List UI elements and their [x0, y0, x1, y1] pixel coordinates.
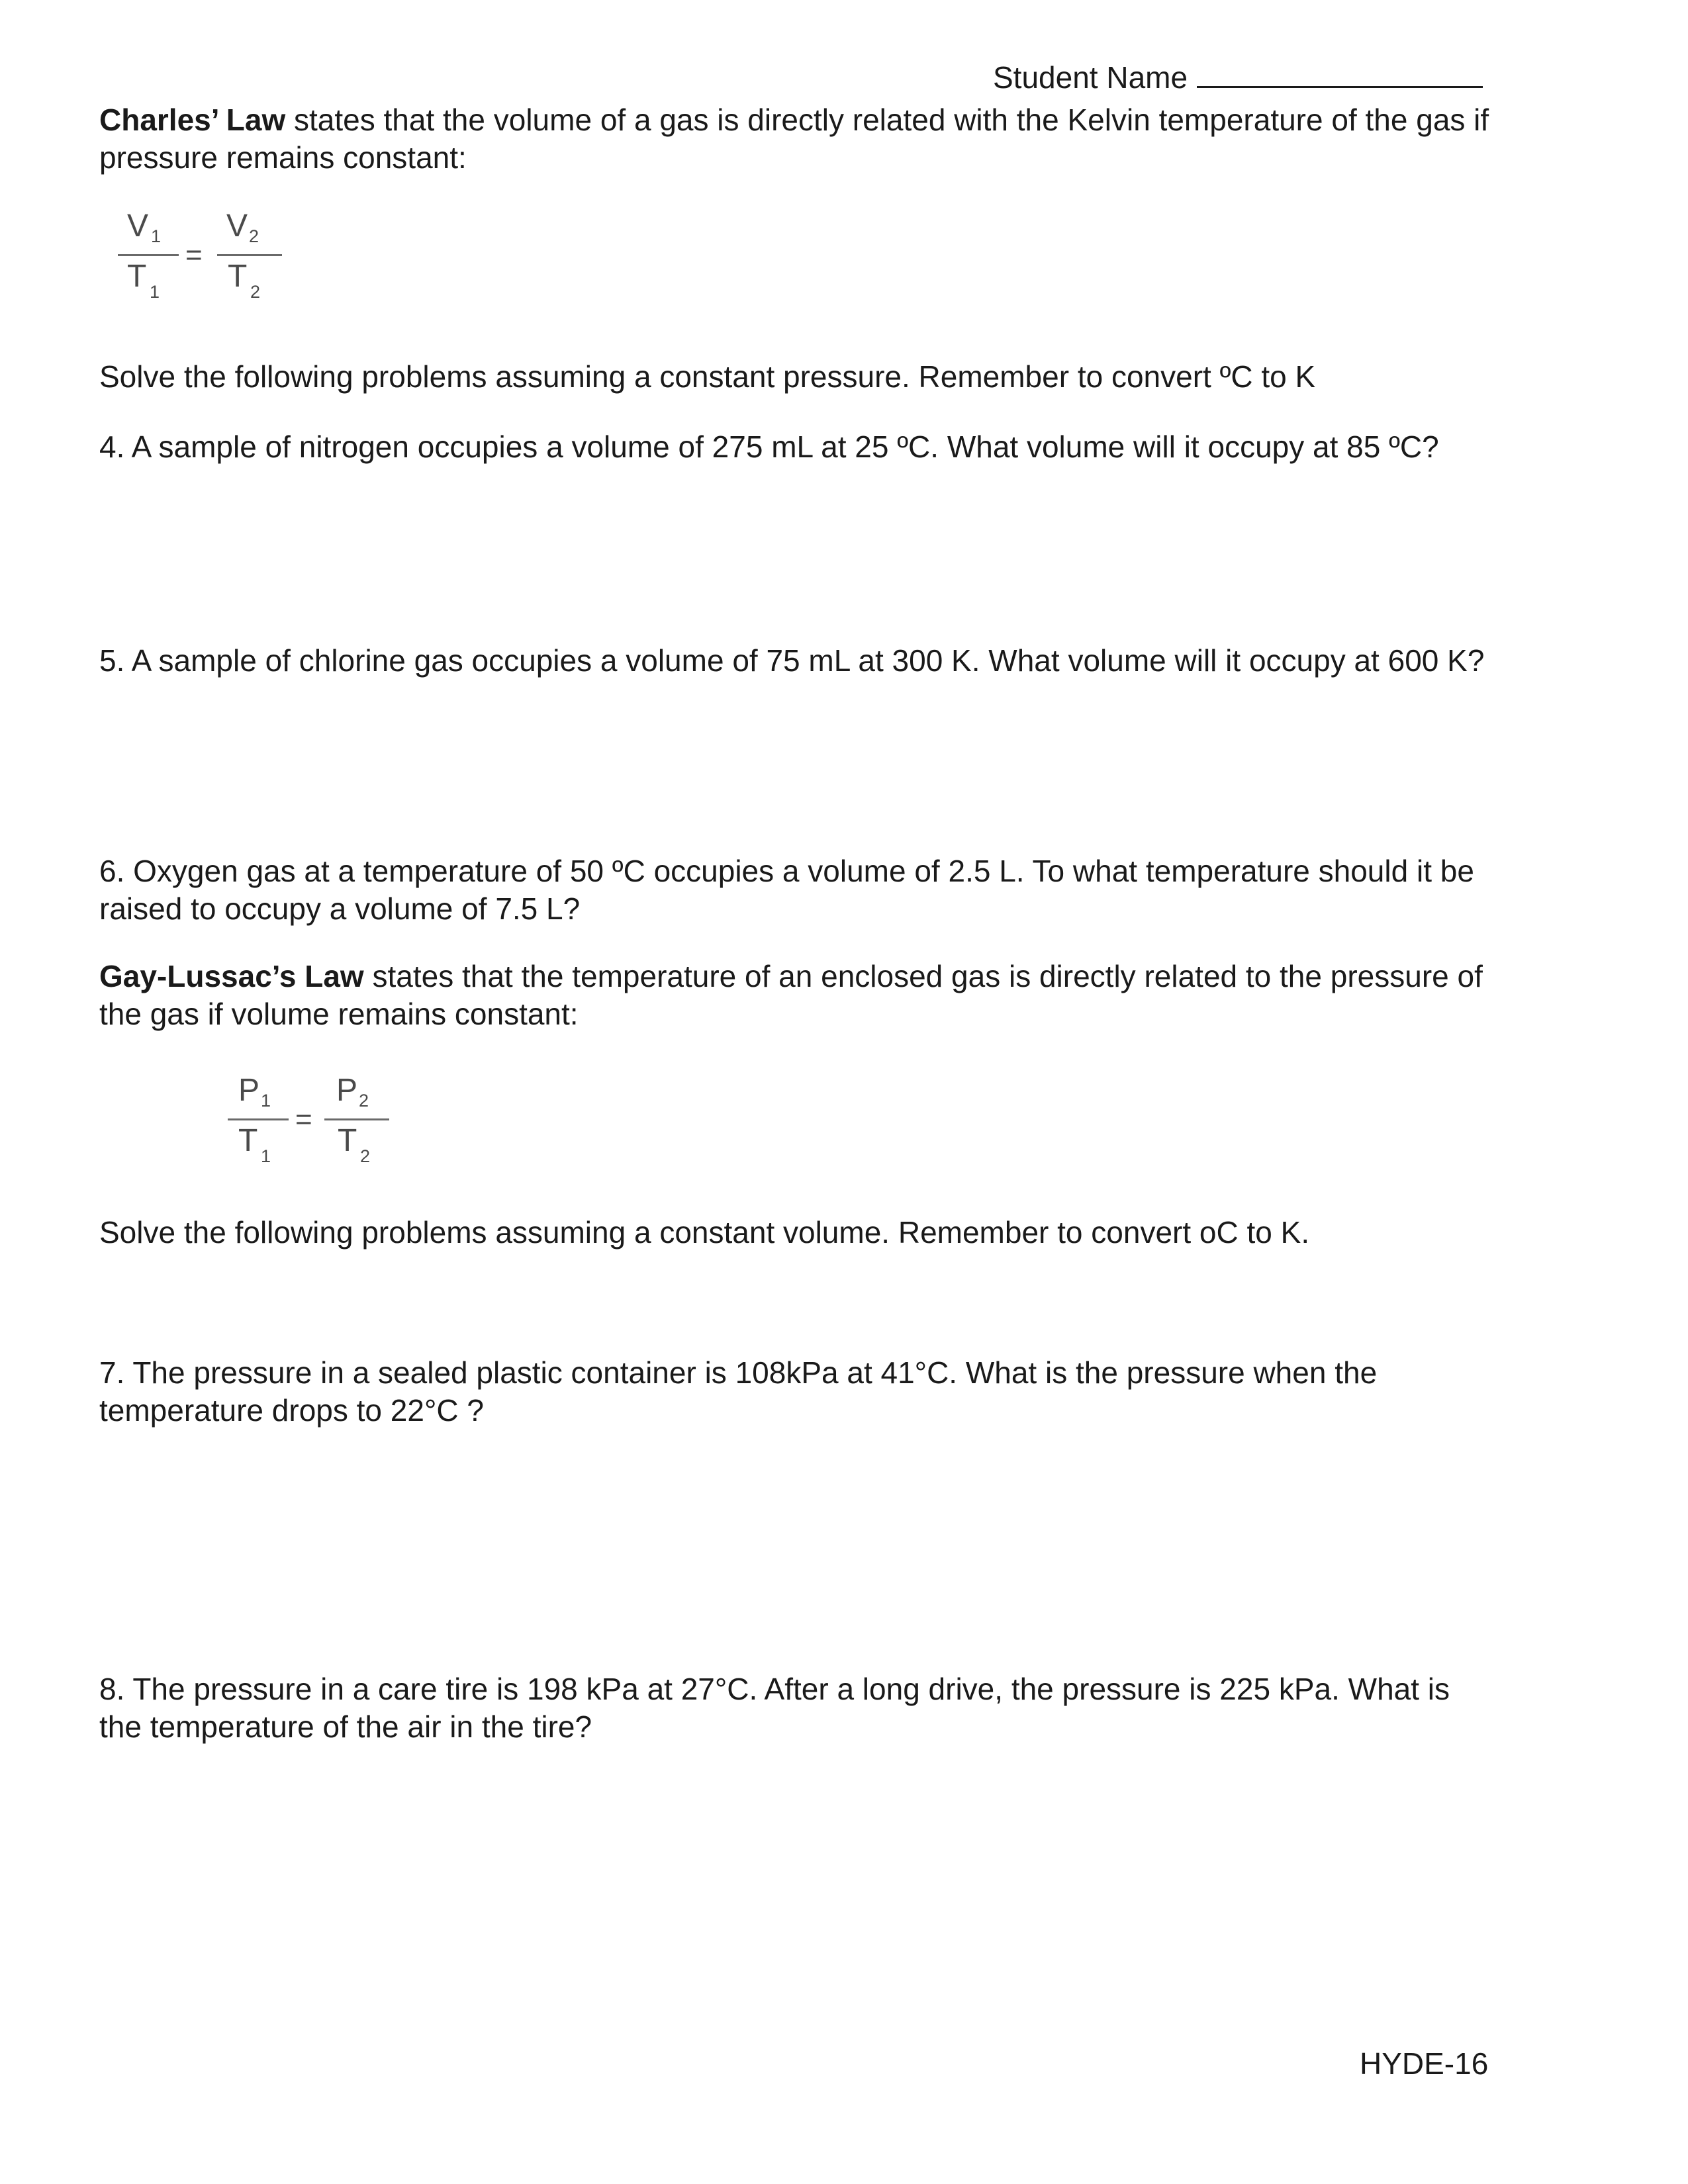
problem-6-line-1: 6. Oxygen gas at a temperature of 50 ºC occupies a volume of 2.5 L. To what temperature should it be [99, 854, 1474, 888]
formula-equals-sign: = [295, 1103, 312, 1136]
formula-v1-symbol: V [127, 208, 149, 244]
formula-t1-subscript: 1 [150, 282, 160, 302]
gay-lussac-instructions: Solve the following problems assuming a constant volume. Remember to convert oC to K. [99, 1215, 1310, 1250]
formula-v2-symbol: V [226, 208, 248, 244]
charles-law-formula [113, 210, 391, 310]
formula-t2-subscript: 2 [360, 1146, 371, 1166]
formula-p2-subscript: 2 [359, 1091, 369, 1111]
problem-7-line-2: temperature drops to 22°C ? [99, 1393, 484, 1428]
formula-v2-subscript: 2 [249, 226, 259, 246]
formula-p2-symbol: P [336, 1073, 358, 1108]
formula-t1-symbol: T [127, 259, 147, 294]
formula-t2-subscript: 2 [250, 282, 261, 302]
gay-lussac-law-formula [225, 1075, 503, 1174]
formula-right-fraction-bar [217, 254, 282, 256]
formula-t1-symbol: T [238, 1123, 258, 1158]
formula-t1-subscript: 1 [261, 1146, 271, 1166]
charles-law-name: Charles’ Law [99, 103, 286, 137]
formula-right-fraction-bar [324, 1118, 389, 1120]
problem-6-line-2: raised to occupy a volume of 7.5 L? [99, 891, 581, 926]
problem-8-line-2: the temperature of the air in the tire? [99, 1709, 592, 1744]
problem-7-line-1: 7. The pressure in a sealed plastic container is 108kPa at 41°C. What is the pressure when the [99, 1355, 1378, 1390]
formula-p1-subscript: 1 [261, 1091, 271, 1111]
problem-8-line-1: 8. The pressure in a care tire is 198 kPa at 27°C. After a long drive, the pressure is 225 kPa. What is [99, 1672, 1450, 1706]
formula-left-fraction-bar [228, 1118, 289, 1120]
student-name-field[interactable] [993, 58, 1483, 97]
gay-lussac-law-intro-rest: states that the temperature of an enclosed gas is directly related to the pressure of [363, 959, 1483, 993]
formula-t2-symbol: T [338, 1123, 357, 1158]
charles-law-intro-line-1 [99, 101, 1489, 139]
student-name-blank-line[interactable] [1197, 58, 1483, 88]
problem-4: 4. A sample of nitrogen occupies a volume of 275 mL at 25 ºC. What volume will it occupy at 85 ºC? [99, 430, 1439, 464]
formula-left-fraction-bar [118, 254, 179, 256]
charles-law-intro-rest: states that the volume of a gas is directly related with the Kelvin temperature of the gas if [285, 103, 1489, 137]
worksheet-code: HYDE-16 [1360, 2046, 1489, 2081]
charles-law-intro-line-2: pressure remains constant: [99, 140, 467, 175]
problem-5: 5. A sample of chlorine gas occupies a volume of 75 mL at 300 K. What volume will it occupy at 600 K? [99, 643, 1485, 678]
gay-lussac-law-intro-line-2: the gas if volume remains constant: [99, 997, 579, 1031]
gay-lussac-law-intro-line-1 [99, 958, 1483, 995]
formula-p1-symbol: P [238, 1073, 260, 1108]
formula-equals-sign: = [185, 239, 203, 271]
gay-lussac-law-name: Gay-Lussac’s Law [99, 959, 364, 993]
charles-instructions: Solve the following problems assuming a constant pressure. Remember to convert ºC to K [99, 359, 1316, 394]
formula-t2-symbol: T [228, 259, 248, 294]
formula-v1-subscript: 1 [151, 226, 162, 246]
student-name-label: Student Name [993, 60, 1188, 95]
